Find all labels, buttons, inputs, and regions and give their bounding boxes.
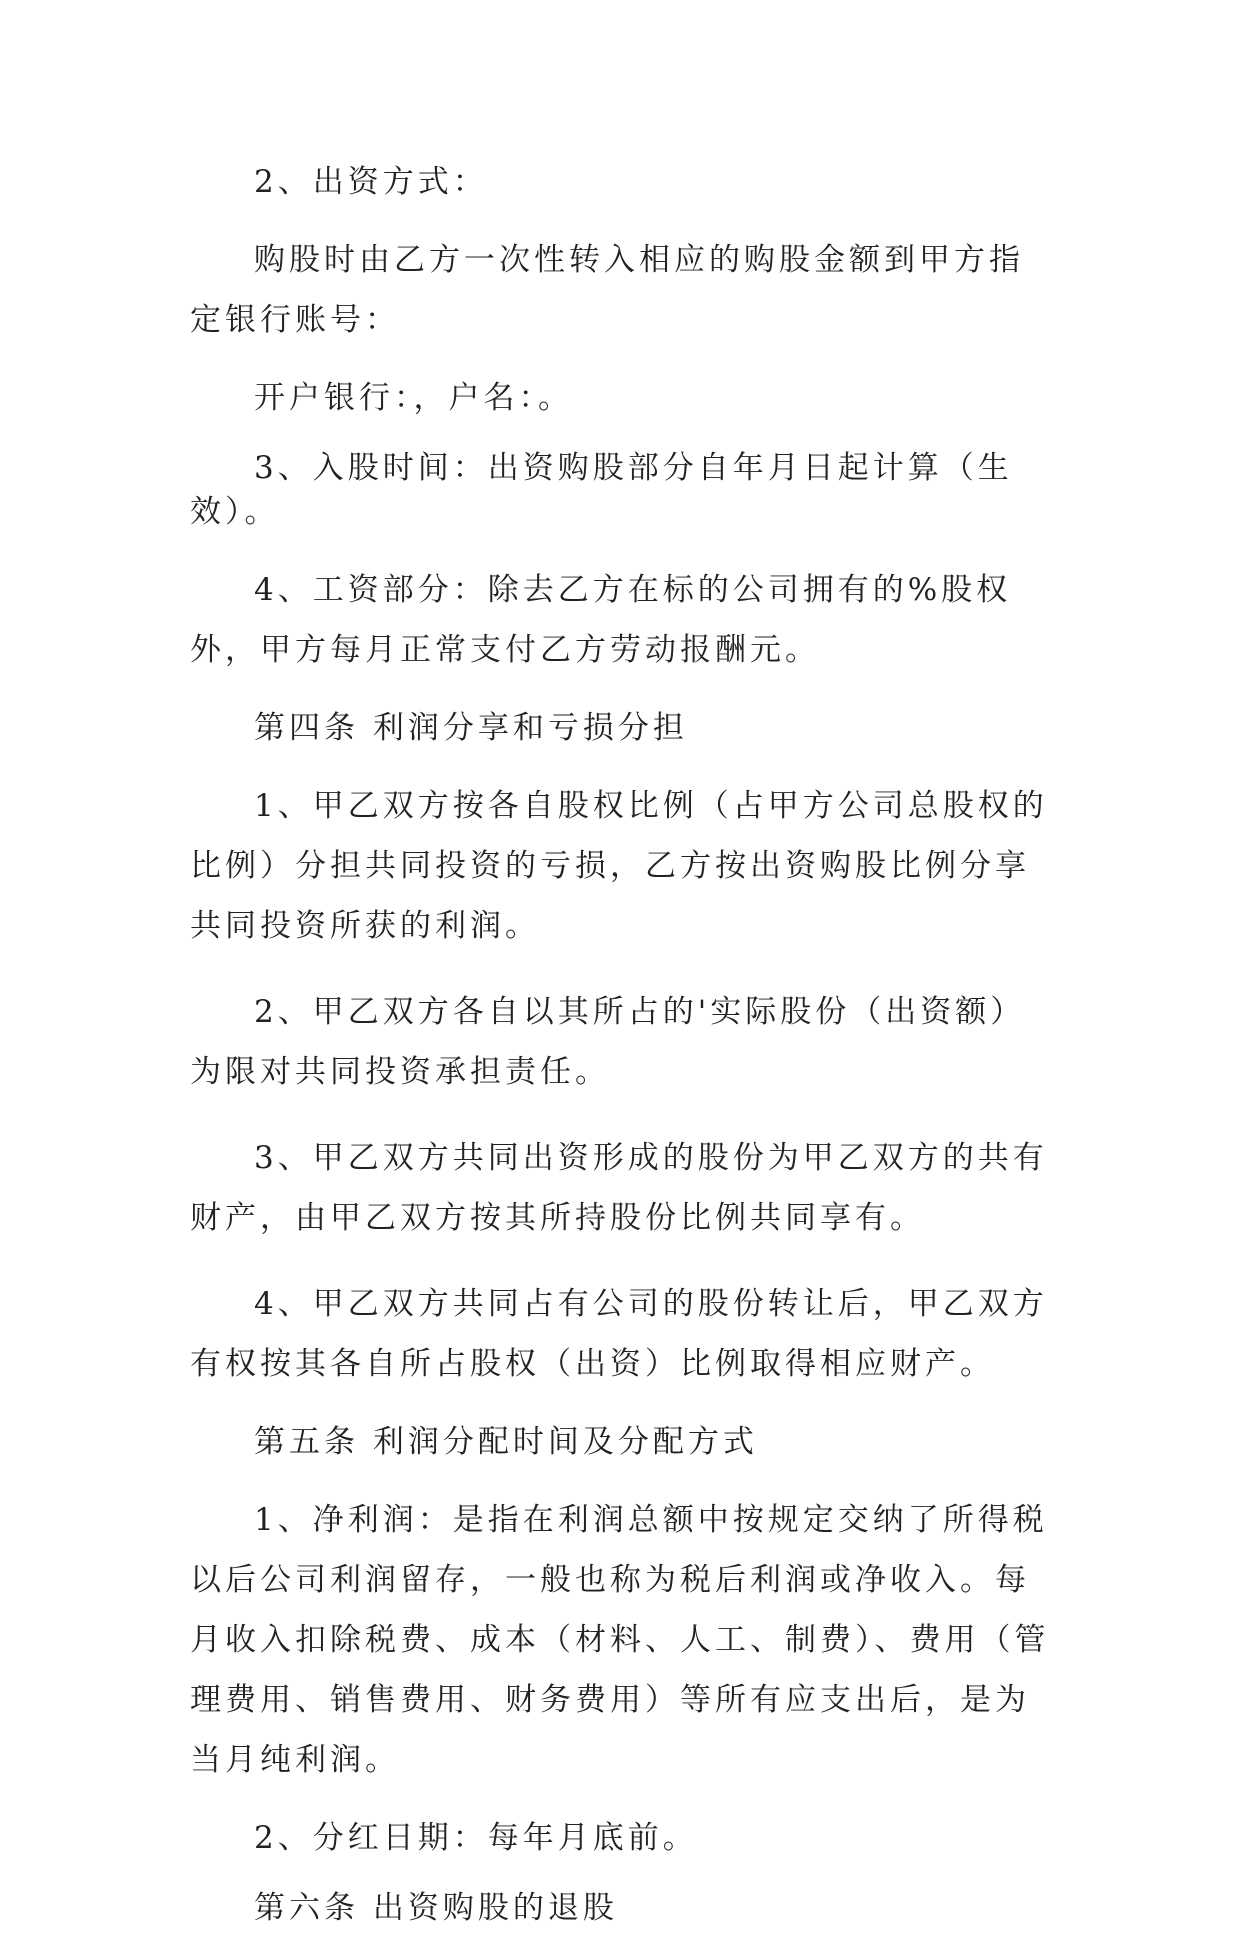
paragraph-profit-loss-ratio: 1、甲乙双方按各自股权比例（占甲方公司总股权的比例）分担共同投资的亏损，乙方按出资购股比例分享共同投资所获的利润。 — [190, 788, 1048, 944]
document-body — [190, 160, 1052, 1956]
paragraph-payment-transfer: 购股时由乙方一次性转入相应的购股金额到甲方指定银行账号： — [190, 242, 1024, 338]
paragraph-salary: 4、工资部分：除去乙方在标的公司拥有的%股权外，甲方每月正常支付乙方劳动报酬元。 — [190, 572, 1012, 668]
heading-article-6: 第六条 出资购股的退股 — [254, 1890, 618, 1926]
paragraph-share-transfer: 4、甲乙双方共同占有公司的股份转让后，甲乙双方有权按其各自所占股权（出资）比例取得相应财产。 — [190, 1286, 1048, 1382]
paragraph-bank-account: 开户银行：，户名：。 — [254, 380, 573, 416]
paragraph-share-time: 3、入股时间：出资购股部分自年月日起计算（生效）。 — [190, 450, 1013, 530]
paragraph-liability-limit: 2、甲乙双方各自以其所占的'实际股份（出资额）为限对共同投资承担责任。 — [190, 994, 1026, 1090]
paragraph-net-profit: 1、净利润：是指在利润总额中按规定交纳了所得税以后公司利润留存，一般也称为税后利润或净收入。每月收入扣除税费、成本（材料、人工、制费）、费用（管理费用、销售费用、财务费用）等所有应支出后，是为当月纯利润。 — [190, 1502, 1050, 1778]
paragraph-joint-property: 3、甲乙双方共同出资形成的股份为甲乙双方的共有财产，由甲乙双方按其所持股份比例共同享有。 — [190, 1140, 1048, 1236]
heading-article-4: 第四条 利润分享和亏损分担 — [254, 710, 688, 746]
paragraph-dividend-date: 2、分红日期：每年月底前。 — [254, 1820, 698, 1856]
paragraph-contribution-method: 2、出资方式： — [254, 164, 488, 200]
heading-article-5: 第五条 利润分配时间及分配方式 — [254, 1424, 758, 1460]
